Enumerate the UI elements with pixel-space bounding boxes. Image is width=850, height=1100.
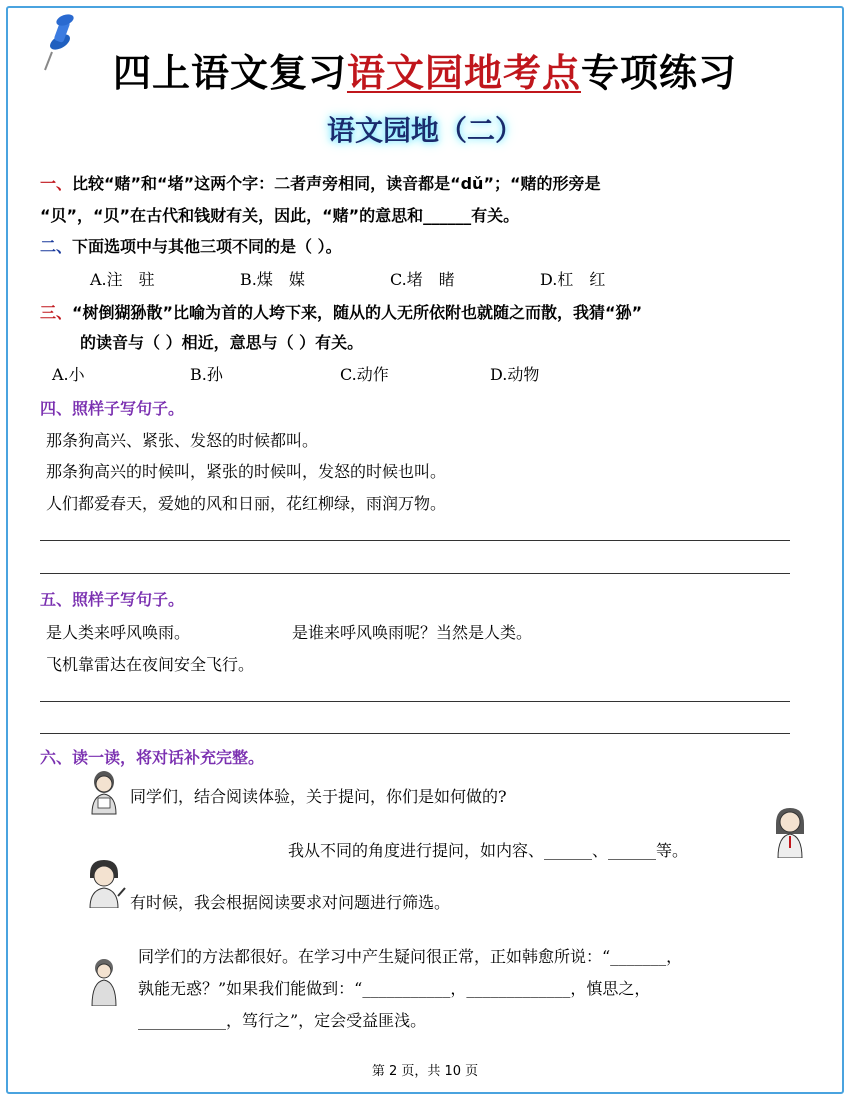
q2-option-a: A.注 驻 <box>90 270 155 289</box>
q4-heading: 四、照样子写句子。 <box>40 399 185 418</box>
dialogue-teacher-1: 同学们，结合阅读体验，关于提问，你们是如何做的? <box>130 787 507 806</box>
q3-option-a: A.小 <box>52 365 85 384</box>
q2-number: 二、 <box>40 237 73 256</box>
q4-prompt: 人们都爱春天，爱她的风和日丽，花红柳绿，雨润万物。 <box>46 494 447 513</box>
q6-heading: 六、读一读，将对话补充完整。 <box>40 748 265 767</box>
answer-line <box>40 733 790 734</box>
q1-line1 <box>40 171 600 194</box>
dialogue-teacher-2-line2: 孰能无惑？”如果我们能做到：“___________，_____________，慎思之， <box>138 979 651 998</box>
q5-example-a: 是人类来呼风唤雨。 <box>46 623 191 642</box>
q3-option-c: C.动作 <box>340 365 389 384</box>
title-highlight: 语文园地考点 <box>346 51 581 95</box>
boy-avatar <box>84 858 126 908</box>
page-footer: 第 2 页，共 10 页 <box>371 1064 479 1079</box>
q1-line2: “贝”，“贝”在古代和钱财有关，因此，“赌”的意思和______有关。 <box>40 206 520 225</box>
q2-option-b: B.煤 媒 <box>240 270 305 289</box>
q1-number: 一、 <box>40 174 73 193</box>
q4-example-1: 那条狗高兴、紧张、发怒的时候都叫。 <box>46 431 319 450</box>
q1-text-1: 比较“赌”和“堵”这两个字：二者声旁相同，读音都是“dǔ”；“赌的形旁是 <box>72 174 601 193</box>
teacher-avatar-2 <box>88 958 120 1006</box>
page-title <box>0 42 850 97</box>
title-part1: 四上语文复习 <box>112 51 347 95</box>
answer-line <box>40 701 790 702</box>
q2-option-c: C.堵 睹 <box>390 270 455 289</box>
q3-line1 <box>40 300 642 323</box>
dialogue-boy: 有时候，我会根据阅读要求对问题进行筛选。 <box>130 893 451 912</box>
dialogue-teacher-2-line3: ___________，笃行之”，定会受益匪浅。 <box>138 1011 427 1030</box>
q3-option-d: D.动物 <box>490 365 540 384</box>
q3-number: 三、 <box>40 303 73 322</box>
q2-option-d: D.杠 红 <box>540 270 606 289</box>
q3-text-1: “树倒猢狲散”比喻为首的人垮下来，随从的人无所依附也就随之而散，我猜“狲” <box>72 303 643 322</box>
q5-example-b: 是谁来呼风唤雨呢？当然是人类。 <box>292 623 533 642</box>
q5-prompt: 飞机靠雷达在夜间安全飞行。 <box>46 655 255 674</box>
title-part2: 专项练习 <box>581 51 738 95</box>
answer-line <box>40 540 790 541</box>
q2-line <box>40 234 342 257</box>
q3-line2: 的读音与（ ）相近，意思与（ ）有关。 <box>80 333 364 352</box>
dialogue-girl: 我从不同的角度进行提问，如内容、______、______等。 <box>288 841 689 860</box>
page-border <box>6 6 844 1094</box>
teacher-avatar <box>86 770 122 816</box>
dialogue-teacher-2-line1: 同学们的方法都很好。在学习中产生疑问很正常，正如韩愈所说：“_______， <box>138 947 683 966</box>
q5-heading: 五、照样子写句子。 <box>40 590 185 609</box>
q3-option-b: B.孙 <box>190 365 223 384</box>
answer-line <box>40 573 790 574</box>
girl-avatar <box>770 804 810 858</box>
page-subtitle: 语文园地（二） <box>326 114 523 147</box>
q4-example-2: 那条狗高兴的时候叫，紧张的时候叫，发怒的时候也叫。 <box>46 462 447 481</box>
q2-text: 下面选项中与其他三项不同的是（ ）。 <box>72 237 342 256</box>
